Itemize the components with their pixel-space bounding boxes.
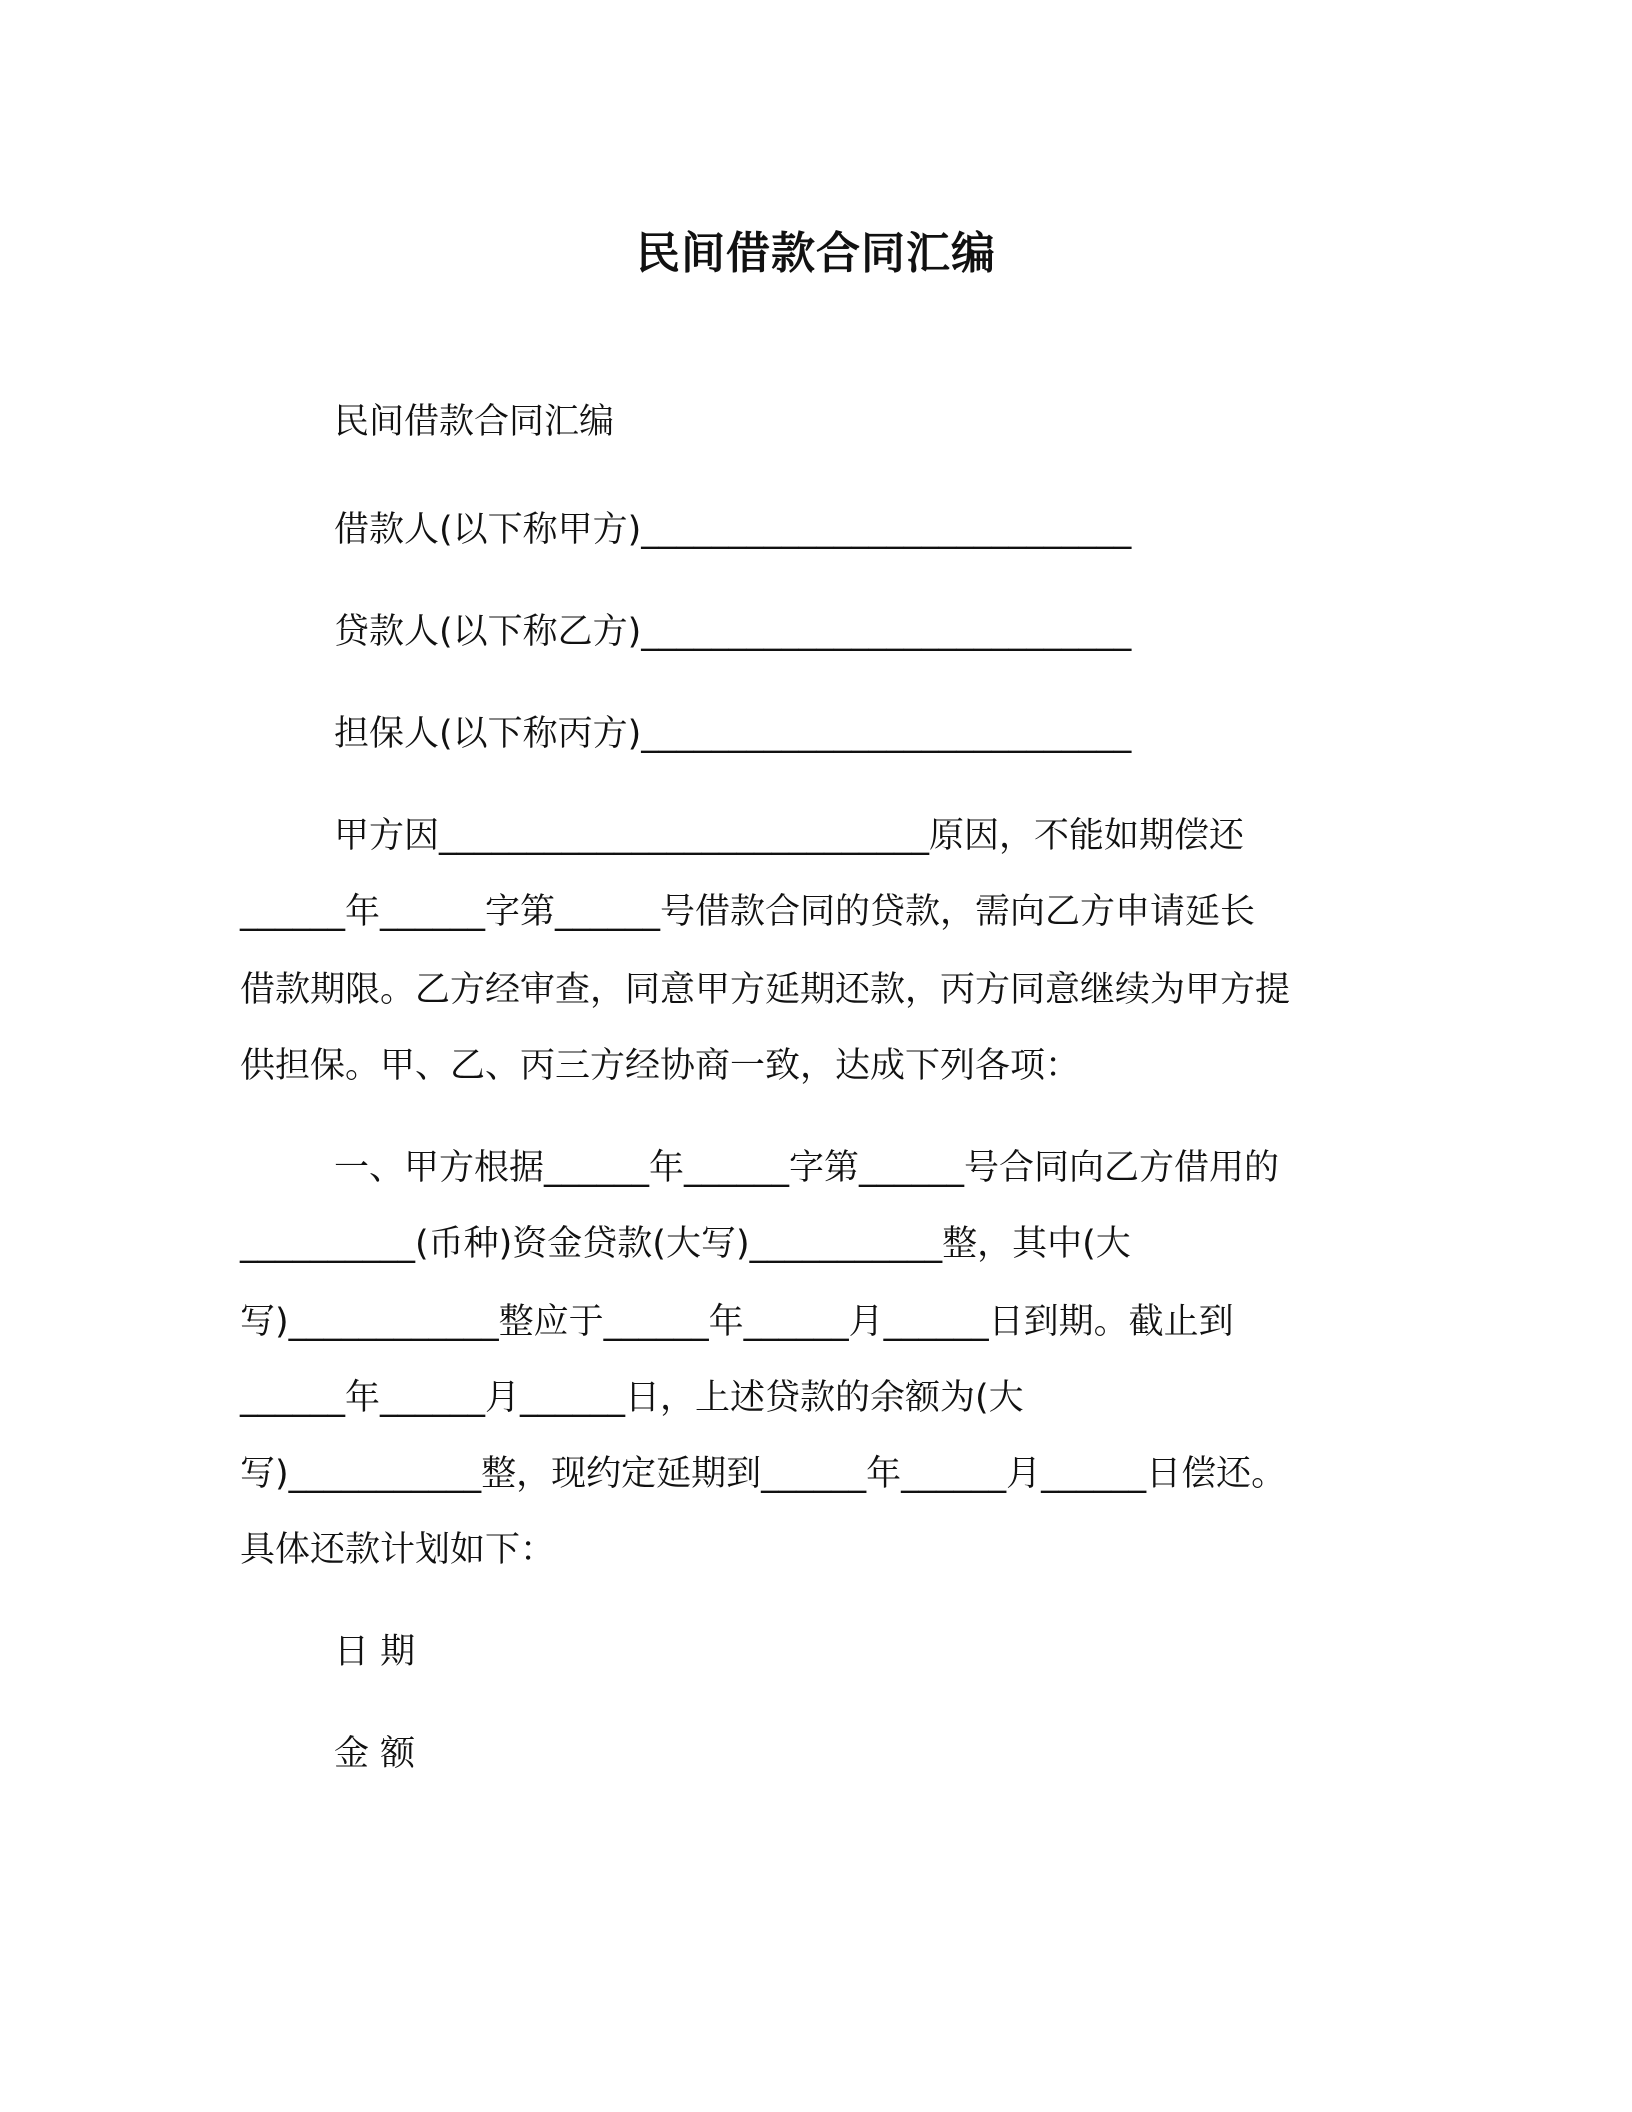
clause-1-line-4: ______年______月______日，上述贷款的余额为(大	[240, 1378, 1024, 1418]
paragraph-1-line-4: 供担保。甲、乙、丙三方经协商一致，达成下列各项：	[240, 1046, 1081, 1086]
borrower-line: 借款人(以下称甲方)____________________________	[334, 510, 1132, 550]
date-label: 日 期	[334, 1632, 416, 1672]
paragraph-1-line-1: 甲方因____________________________原因，不能如期偿还	[334, 816, 1245, 856]
document-title: 民间借款合同汇编	[636, 228, 996, 279]
subtitle: 民间借款合同汇编	[334, 402, 615, 442]
amount-label: 金 额	[334, 1734, 416, 1774]
guarantor-line: 担保人(以下称丙方)____________________________	[334, 714, 1132, 754]
clause-1-line-1: 一、甲方根据______年______字第______号合同向乙方借用的	[334, 1148, 1280, 1188]
clause-1-line-5: 写)___________整，现约定延期到______年______月______日偿还。	[240, 1454, 1287, 1494]
clause-1-line-6: 具体还款计划如下：	[240, 1530, 556, 1570]
lender-line: 贷款人(以下称乙方)____________________________	[334, 612, 1132, 652]
clause-1-line-3: 写)____________整应于______年______月______日到期。截止到	[240, 1302, 1234, 1342]
paragraph-1-line-3: 借款期限。乙方经审查，同意甲方延期还款，丙方同意继续为甲方提	[240, 970, 1291, 1010]
clause-1-line-2: __________(币种)资金贷款(大写)___________整，其中(大	[240, 1224, 1131, 1264]
paragraph-1-line-2: ______年______字第______号借款合同的贷款，需向乙方申请延长	[240, 892, 1256, 932]
